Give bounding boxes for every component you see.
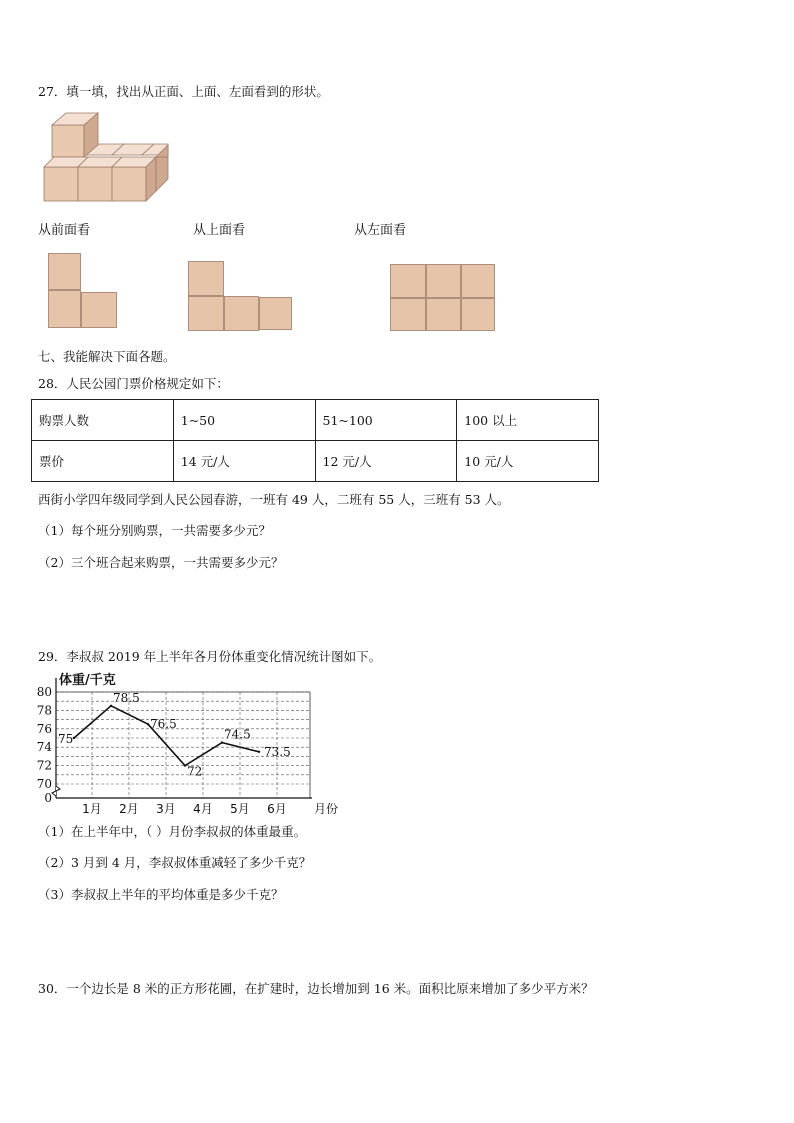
x-axis-title: 月份 [314, 802, 339, 816]
data-label: 74.5 [224, 727, 251, 742]
y-tick-label: 0 [44, 791, 52, 805]
left-view-square [461, 298, 495, 331]
left-view-square [426, 264, 461, 298]
top-view-square [188, 296, 224, 331]
data-point [258, 751, 260, 753]
data-point [221, 741, 223, 743]
left-view-square [390, 298, 426, 331]
section7-title: 七、我能解决下面各题。 [38, 349, 176, 364]
top-view-square [188, 261, 224, 296]
table-cell: 100 以上 [457, 400, 599, 441]
cube-stack-figure [42, 111, 172, 205]
table-cell: 票价 [32, 441, 174, 482]
q29-sub2: （2）3 月到 4 月，李叔叔体重减轻了多少千克？ [38, 855, 312, 870]
table-cell: 12 元/人 [315, 441, 457, 482]
data-label: 73.5 [264, 744, 291, 759]
data-point [184, 764, 186, 766]
front-view-square [81, 292, 117, 328]
table-cell: 1~50 [173, 400, 315, 441]
price-table [31, 399, 599, 482]
front-view-square [48, 290, 81, 328]
data-label: 76.5 [150, 717, 177, 732]
view-top-label: 从上面看 [193, 223, 246, 238]
top-view-square [259, 297, 292, 330]
table-cell: 购票人数 [32, 400, 174, 441]
table-row [32, 441, 599, 482]
x-tick-label: 5月 [230, 802, 250, 816]
view-front-label: 从前面看 [38, 223, 91, 238]
y-tick-label: 70 [36, 777, 52, 791]
y-tick-label: 74 [36, 740, 52, 755]
data-point [110, 705, 112, 707]
data-label: 78.5 [113, 690, 140, 705]
y-tick-label: 76 [36, 721, 52, 736]
y-tick-label: 72 [36, 758, 52, 773]
front-view-square [48, 253, 81, 290]
axis-break-mark [52, 786, 60, 796]
y-tick-label: 78 [36, 703, 52, 718]
weight-line-chart [34, 672, 344, 817]
data-point [147, 723, 149, 725]
q28-sub2: （2）三个班合起来购票，一共需要多少元？ [38, 555, 284, 570]
view-left-label: 从左面看 [354, 223, 407, 238]
table-cell: 10 元/人 [457, 441, 599, 482]
q29-sub3: （3）李叔叔上半年的平均体重是多少千克？ [38, 887, 284, 902]
x-tick-label: 4月 [193, 802, 213, 816]
table-row [32, 400, 599, 441]
data-label: 72 [187, 764, 203, 779]
left-view-square [390, 264, 426, 298]
q27-title: 27．填一填，找出从正面、上面、左面看到的形状。 [38, 84, 329, 99]
q28-title: 28．人民公园门票价格规定如下： [38, 376, 229, 391]
q29-title: 29．李叔叔 2019 年上半年各月份体重变化情况统计图如下。 [38, 649, 382, 664]
table-cell: 14 元/人 [173, 441, 315, 482]
left-view-square [426, 298, 461, 331]
q30-title: 30．一个边长是 8 米的正方形花圃，在扩建时，边长增加到 16 米。面积比原来增加了多少平方米？ [38, 981, 594, 996]
x-tick-label: 1月 [82, 802, 102, 816]
left-view-square [461, 264, 495, 298]
data-label: 75 [58, 732, 74, 746]
y-tick-label: 80 [36, 685, 52, 699]
q28-context: 西街小学四年级同学到人民公园春游，一班有 49 人，二班有 55 人，三班有 53 人。 [38, 492, 510, 507]
x-tick-label: 6月 [267, 802, 287, 816]
table-cell: 51~100 [315, 400, 457, 441]
q29-sub1: （1）在上半年中，（ ）月份李叔叔的体重最重。 [38, 824, 307, 839]
y-axis-title: 体重/千克 [59, 673, 116, 688]
top-view-square [224, 296, 259, 331]
x-tick-label: 2月 [119, 802, 139, 816]
q28-sub1: （1）每个班分别购票，一共需要多少元？ [38, 523, 271, 538]
x-tick-label: 3月 [156, 802, 176, 816]
